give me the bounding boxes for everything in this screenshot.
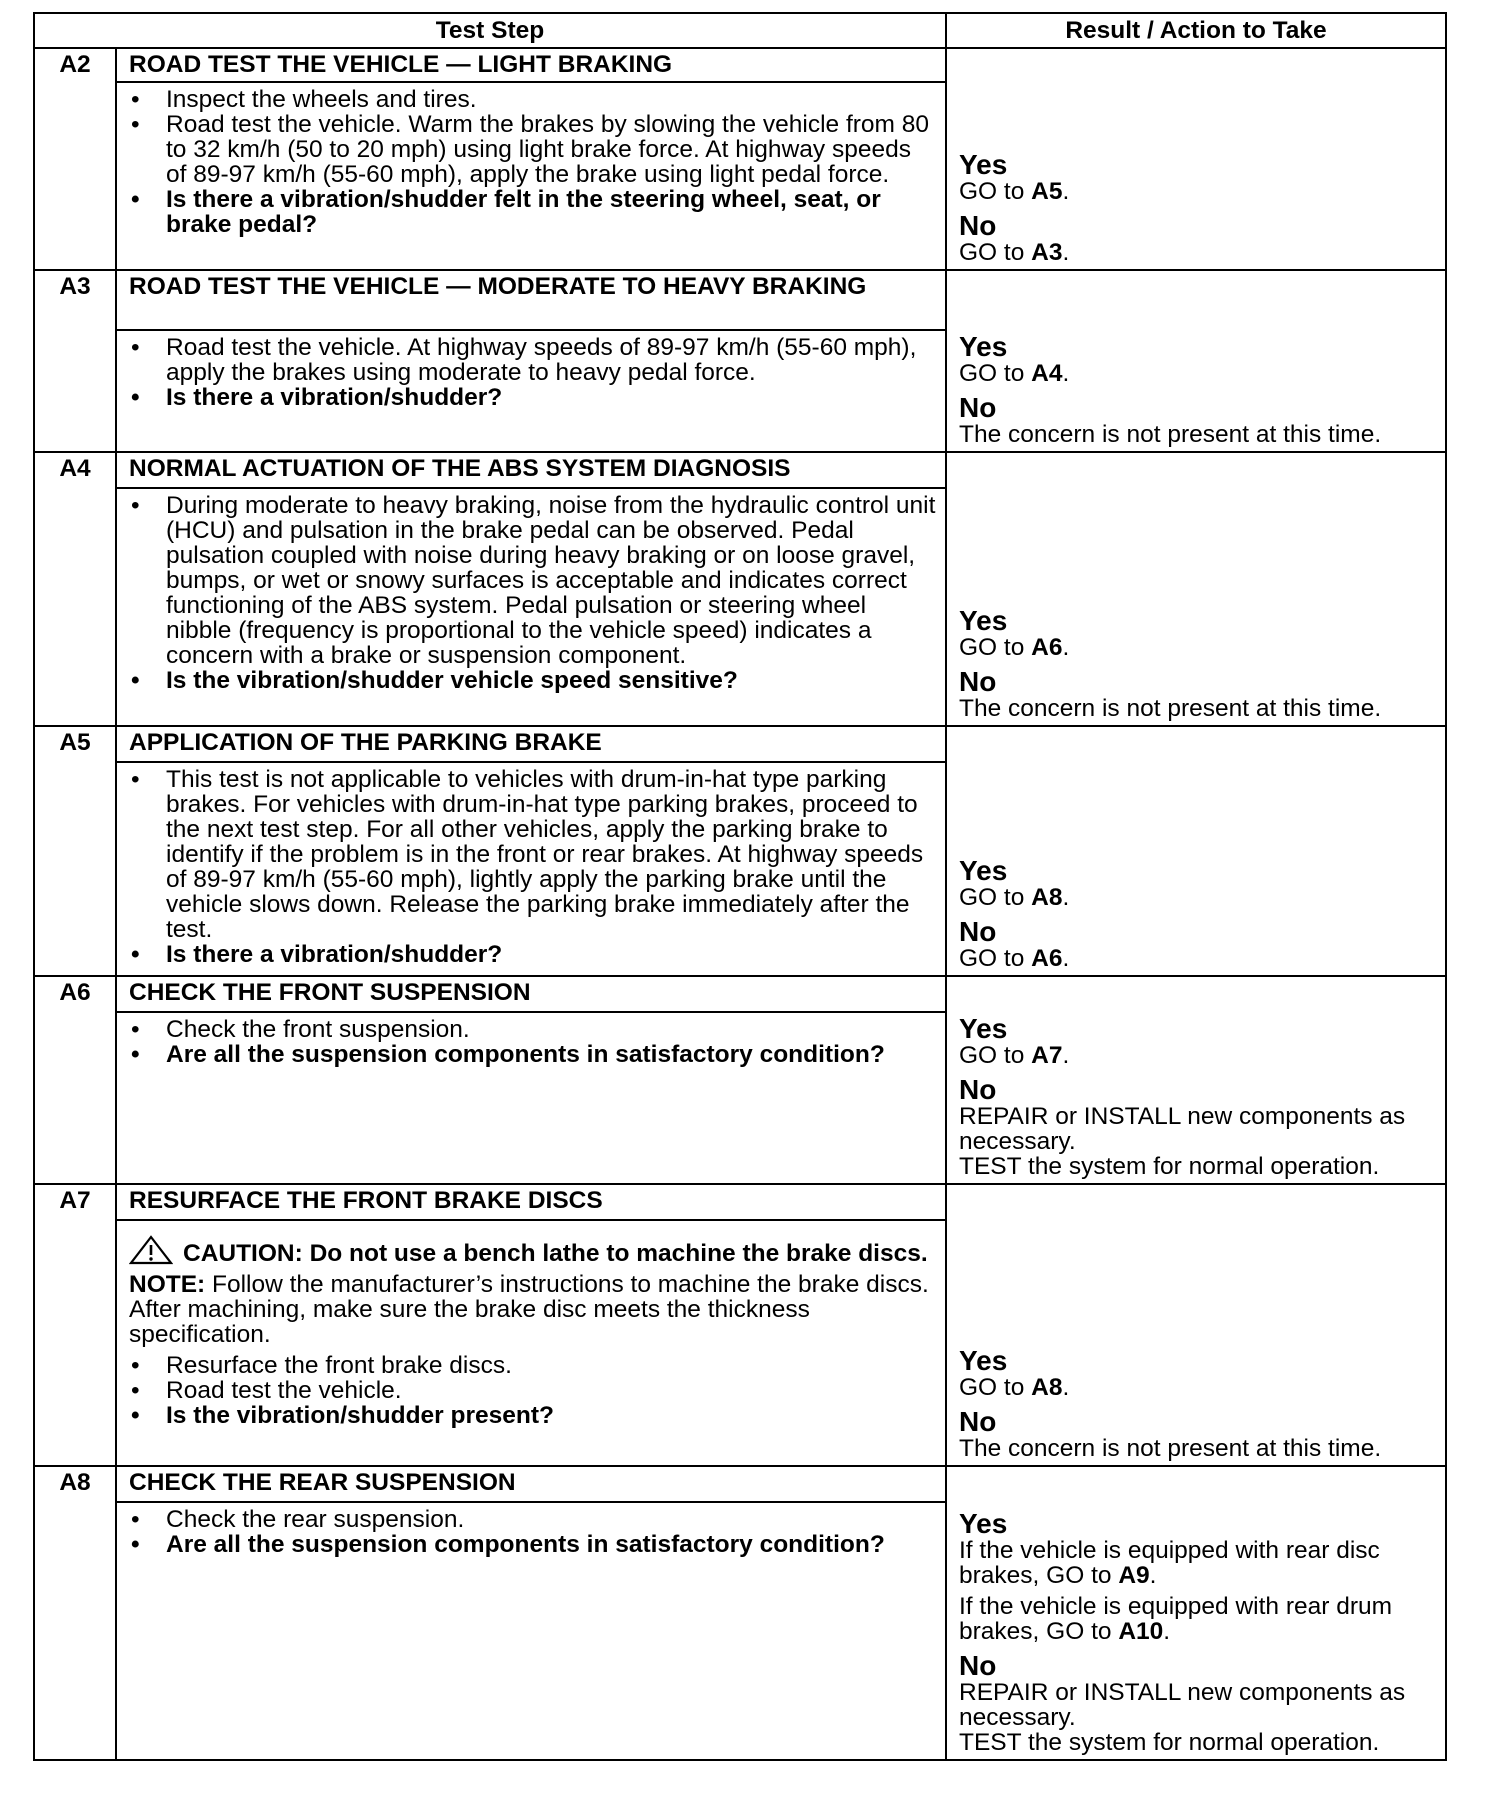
step-result — [946, 1184, 1446, 1466]
yes-label: Yes — [959, 149, 1008, 180]
yes-action: GO to A5. — [959, 178, 1070, 205]
no-action-test: TEST the system for normal operation. — [959, 1729, 1380, 1756]
step-id: A5 — [34, 726, 116, 976]
yes-action: GO to A6. — [959, 634, 1070, 661]
no-label: No — [959, 210, 997, 241]
no-label: No — [959, 666, 997, 697]
yes-label: Yes — [959, 1345, 1008, 1376]
list-item: • Inspect the wheels and tires. — [129, 87, 937, 112]
step-title: CHECK THE REAR SUSPENSION — [116, 1466, 946, 1502]
step-id: A7 — [34, 1184, 116, 1466]
step-row — [34, 48, 1446, 82]
no-label: No — [959, 1406, 997, 1437]
step-question: • Is there a vibration/shudder? — [129, 942, 937, 967]
step-body — [116, 762, 946, 976]
caution-text: CAUTION: Do not use a bench lathe to machine the brake discs. — [183, 1240, 928, 1267]
no-action: GO to A6. — [959, 945, 1070, 972]
yes-label: Yes — [959, 331, 1008, 362]
step-question: • Is there a vibration/shudder? — [129, 385, 937, 410]
no-label: No — [959, 1650, 997, 1681]
no-action: REPAIR or INSTALL new components as necessary. — [959, 1679, 1406, 1731]
step-row — [34, 270, 1446, 330]
step-id: A2 — [34, 48, 116, 270]
step-body — [116, 1502, 946, 1760]
step-question: • Is the vibration/shudder present? — [129, 1403, 937, 1428]
yes-label: Yes — [959, 1013, 1008, 1044]
list-item: • During moderate to heavy braking, noise from the hydraulic control unit (HCU) and pulsation in the brake pedal can be observed. Pedal pulsation coupled with noise during heavy braking or on loose gravel, bumps, or wet or snowy surfaces is acceptable and indicates correct functioning of the ABS system. Pedal pulsation or steering wheel nibble (frequency is proportional to the vehicle speed) indicates a concern with a brake or suspension component. — [129, 493, 937, 668]
step-title: CHECK THE FRONT SUSPENSION — [116, 976, 946, 1012]
step-id: A8 — [34, 1466, 116, 1760]
step-question: • Is there a vibration/shudder felt in the steering wheel, seat, or brake pedal? — [129, 187, 937, 237]
no-action: The concern is not present at this time. — [959, 1435, 1382, 1462]
yes-action-disc: If the vehicle is equipped with rear disc brakes, GO to A9. — [959, 1537, 1380, 1589]
list-item: • Resurface the front brake discs. — [129, 1353, 937, 1378]
step-question: • Are all the suspension components in satisfactory condition? — [129, 1042, 937, 1067]
step-question: • Is the vibration/shudder vehicle speed sensitive? — [129, 668, 937, 693]
no-action-test: TEST the system for normal operation. — [959, 1153, 1380, 1180]
step-title: NORMAL ACTUATION OF THE ABS SYSTEM DIAGNOSIS — [116, 452, 946, 488]
no-label: No — [959, 916, 997, 947]
list-item: • Road test the vehicle. At highway speeds of 89-97 km/h (55-60 mph), apply the brakes using moderate to heavy pedal force. — [129, 335, 937, 385]
step-row — [34, 452, 1446, 488]
yes-action: GO to A8. — [959, 884, 1070, 911]
no-label: No — [959, 1074, 997, 1105]
step-result — [946, 270, 1446, 452]
step-id: A4 — [34, 452, 116, 726]
list-item: • Road test the vehicle. — [129, 1378, 937, 1403]
list-item: • Check the rear suspension. — [129, 1507, 937, 1532]
table-header — [34, 13, 1446, 48]
step-title: ROAD TEST THE VEHICLE — MODERATE TO HEAVY BRAKING — [116, 270, 946, 330]
caution-notice — [129, 1235, 937, 1266]
step-row — [34, 1466, 1446, 1502]
step-question: • Are all the suspension components in satisfactory condition? — [129, 1532, 937, 1557]
step-id: A3 — [34, 270, 116, 452]
step-row — [34, 976, 1446, 1012]
yes-action: GO to A8. — [959, 1374, 1070, 1401]
step-body — [116, 82, 946, 270]
yes-label: Yes — [959, 1508, 1008, 1539]
step-title: APPLICATION OF THE PARKING BRAKE — [116, 726, 946, 762]
list-item: • Check the front suspension. — [129, 1017, 937, 1042]
no-action: GO to A3. — [959, 239, 1070, 266]
yes-action: GO to A4. — [959, 360, 1070, 387]
step-id: A6 — [34, 976, 116, 1184]
note-text: NOTE: Follow the manufacturer’s instructions to machine the brake discs. After machining, make sure the brake disc meets the thickness specification. — [129, 1271, 929, 1348]
list-item: • Road test the vehicle. Warm the brakes by slowing the vehicle from 80 to 32 km/h (50 to 20 mph) using light brake force. At highway speeds of 89-97 km/h (55-60 mph), apply the brake using light pedal force. — [129, 112, 937, 187]
step-result — [946, 48, 1446, 270]
yes-label: Yes — [959, 855, 1008, 886]
step-result — [946, 976, 1446, 1184]
diagnostic-table — [33, 12, 1447, 1761]
list-item: • This test is not applicable to vehicles with drum-in-hat type parking brakes. For vehicles with drum-in-hat type parking brakes, proceed to the next test step. For all other vehicles, apply the parking brake to identify if the problem is in the front or rear brakes. At highway speeds of 89-97 km/h (55-60 mph), lightly apply the parking brake until the vehicle slows down. Release the parking brake immediately after the test. — [129, 767, 937, 942]
no-label: No — [959, 392, 997, 423]
step-body — [116, 488, 946, 726]
no-action: The concern is not present at this time. — [959, 695, 1382, 722]
step-row — [34, 726, 1446, 762]
step-body — [116, 330, 946, 452]
step-title: ROAD TEST THE VEHICLE — LIGHT BRAKING — [116, 48, 946, 82]
yes-action: GO to A7. — [959, 1042, 1070, 1069]
yes-action-drum: If the vehicle is equipped with rear drum brakes, GO to A10. — [959, 1593, 1393, 1645]
step-result — [946, 452, 1446, 726]
step-body — [116, 1220, 946, 1466]
warning-icon — [129, 1235, 173, 1265]
header-result: Result / Action to Take — [946, 13, 1446, 48]
step-row — [34, 1184, 1446, 1220]
step-result — [946, 726, 1446, 976]
step-title: RESURFACE THE FRONT BRAKE DISCS — [116, 1184, 946, 1220]
header-test-step: Test Step — [34, 13, 946, 48]
step-result — [946, 1466, 1446, 1760]
no-action: The concern is not present at this time. — [959, 421, 1382, 448]
step-body — [116, 1012, 946, 1184]
no-action: REPAIR or INSTALL new components as necessary. — [959, 1103, 1406, 1155]
yes-label: Yes — [959, 605, 1008, 636]
